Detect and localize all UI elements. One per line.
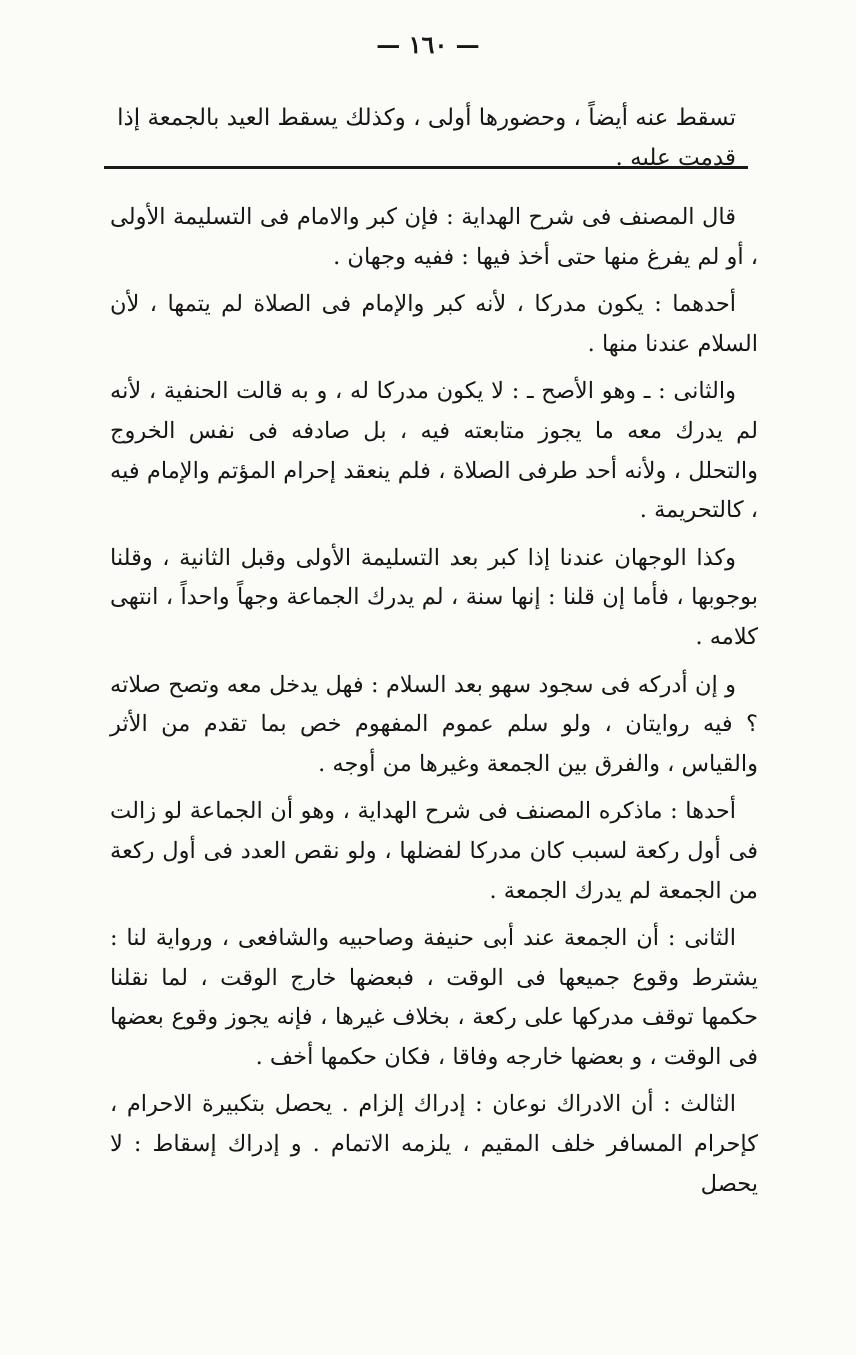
paragraph: و إن أدركه فى سجود سهو بعد السلام : فهل يدخل معه وتصح صلاته ؟ فيه روايتان ، ولو سلم عموم المفهوم خص بما تقدم من الأثر والقياس ، والفرق بين الجمعة وغيرها من أوجه . bbox=[110, 671, 758, 777]
paragraph: الثانى : أن الجمعة عند أبى حنيفة وصاحبيه والشافعى ، ورواية لنا : يشترط وقوع جميعها فى الوقت ، فبعضها خارج الوقت ، لما نقلنا حكمها توقف مدركها على ركعة ، بخلاف غيرها ، فإنه يجوز وقوع بعضها فى الوقت ، و بعضها خارجه وفاقا ، فكان حكمها أخف . bbox=[110, 925, 758, 1070]
paragraph: وكذا الوجهان عندنا إذا كبر بعد التسليمة الأولى وقبل الثانية ، وقلنا بوجوبها ، فأما إن قلنا : إنها سنة ، لم يدرك الجماعة وجهاً واحداً ، انتهى كلامه . bbox=[110, 544, 758, 650]
paragraph: والثانى : ـ وهو الأصح ـ : لا يكون مدركا له ، و به قالت الحنفية ، لأنه لم يدرك معه ما يجوز متابعته فيه ، بل صادفه فى نفس الخروج والتحلل ، ولأنه أحد طرفى الصلاة ، فلم ينعقد إحرام المؤتم والإمام فيه ، كالتحريمة . bbox=[110, 378, 758, 524]
main-text-block bbox=[110, 198, 758, 1212]
paragraph: الثالث : أن الادراك نوعان : إدراك إلزام . يحصل بتكبيرة الاحرام ، كإحرام المسافر خلف المقيم ، يلزمه الاتمام . و إدراك إسقاط : لا يحصل bbox=[110, 1091, 758, 1197]
paragraph: أحدها : ماذكره المصنف فى شرح الهداية ، وهو أن الجماعة لو زالت فى أول ركعة لسبب كان مدركا لفضلها ، ولو نقص العدد فى أول ركعة من الجمعة لم يدرك الجمعة . bbox=[110, 798, 758, 904]
top-text-line: تسقط عنه أيضاً ، وحضورها أولى ، وكذلك يسقط العيد بالجمعة إذا قدمت عليه . bbox=[117, 105, 736, 171]
page-number: — ١٦٠ — bbox=[376, 30, 480, 59]
paragraph: قال المصنف فى شرح الهداية : فإن كبر والامام فى التسليمة الأولى ، أو لم يفرغ منها حتى أخذ فيها : ففيه وجهان . bbox=[110, 204, 758, 270]
paragraph: أحدهما : يكون مدركا ، لأنه كبر والإمام فى الصلاة لم يتمها ، لأن السلام عندنا منها . bbox=[110, 291, 758, 357]
divider-line bbox=[104, 166, 748, 169]
